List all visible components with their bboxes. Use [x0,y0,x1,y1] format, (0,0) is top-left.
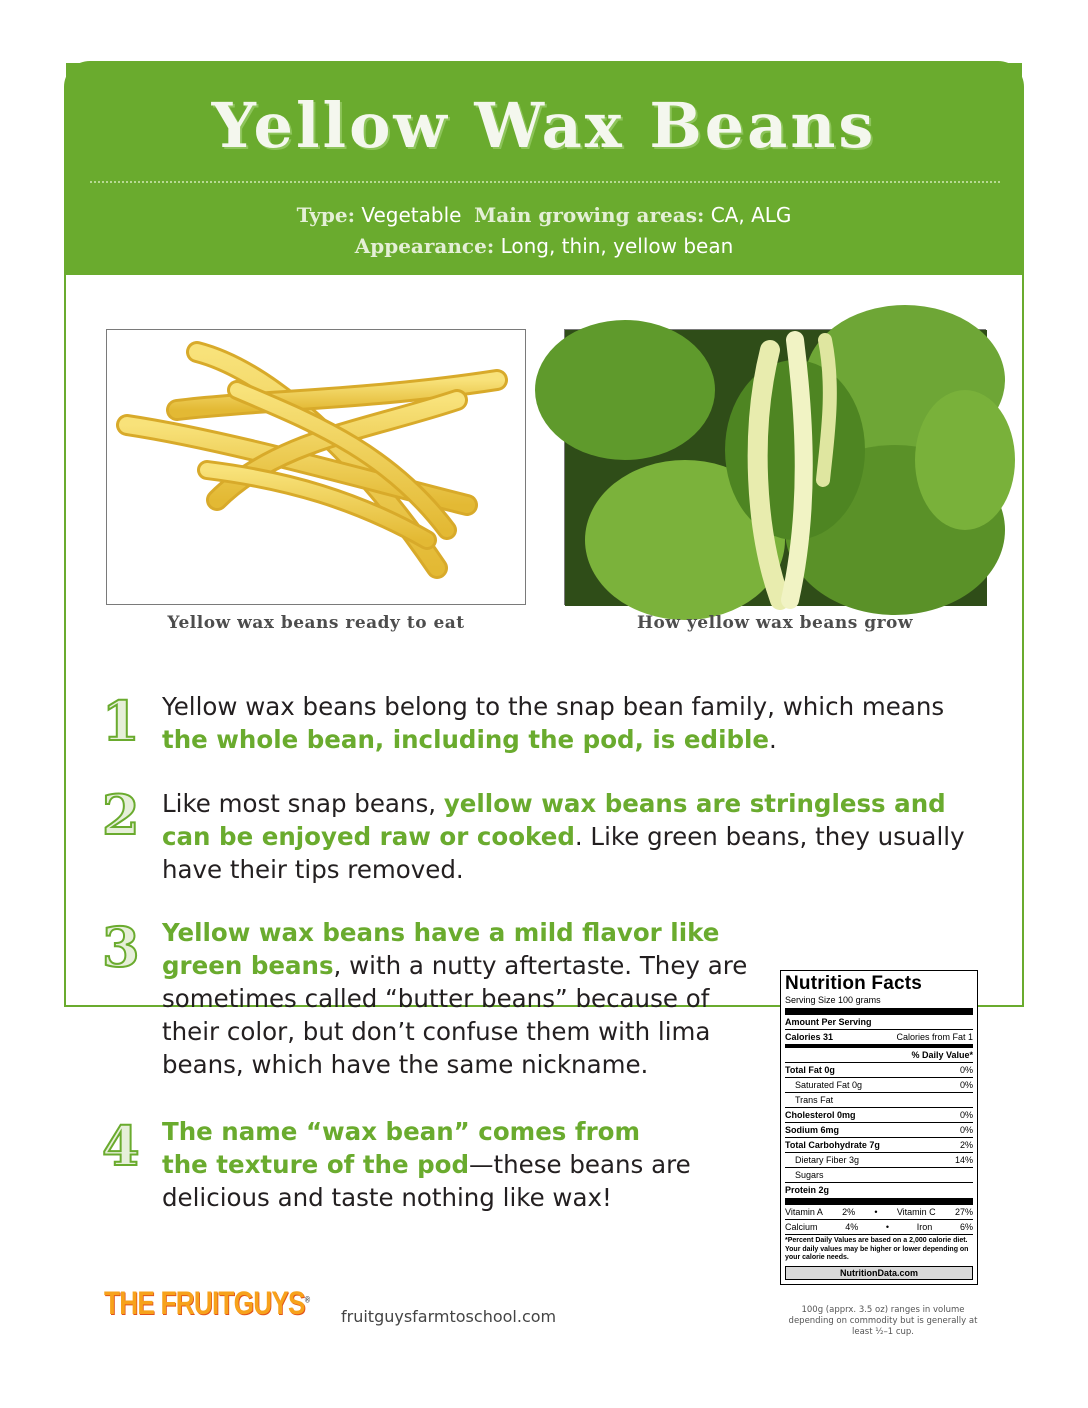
registered-mark: ® [304,1294,310,1305]
nutrient-row-total-fat [785,1062,973,1077]
nutrient-dv: 0% [959,1065,973,1075]
nutrient-label: Total Fat 0g [785,1065,835,1075]
fact-4 [162,1115,692,1214]
nutrient-dv: 0% [959,1080,973,1090]
nutrition-footnote: *Percent Daily Values are based on a 2,000 calorie diet. Your daily values may be higher or lower depending on your calorie needs. [785,1234,973,1263]
nutrient-label: Dietary Fiber 3g [795,1155,860,1165]
fact-4-highlight: The name “wax bean” comes from the texture of the pod [162,1117,641,1179]
serving-label: Serving Size [785,995,836,1005]
calories-from-fat: Calories from Fat 1 [896,1032,973,1042]
nutrient-row-dietary-fiber [785,1152,973,1167]
nutrient-dv: 2% [959,1140,973,1150]
nutrient-row-sodium [785,1122,973,1137]
serving-note: 100g (apprx. 3.5 oz) ranges in volume depending on commodity but is generally at least ½–1 cup. [788,1305,978,1337]
fact-1-highlight: the whole bean, including the pod, is edible [162,725,770,754]
vitamin-a: Vitamin A [785,1207,823,1217]
fact-2-lead: Like most snap beans, [162,789,444,818]
fact-2 [162,787,992,886]
nutrition-thick-bar-2 [785,1198,973,1205]
caption-how-they-grow: How yellow wax beans grow [636,613,914,633]
iron: Iron [916,1222,933,1232]
logo-text: THE FRUITGUYS [104,1285,305,1321]
fact-number-2: 2 [102,783,140,847]
calories-row [785,1029,973,1044]
fact-number-3: 3 [102,915,140,979]
nutrient-label: Cholesterol 0mg [785,1110,856,1120]
nutrient-row-trans-fat [785,1092,973,1107]
fact-1-tail: . [769,725,777,754]
nutrient-label: Protein 2g [785,1185,830,1195]
nutrient-label: Saturated Fat 0g [795,1080,863,1090]
nutrient-label: Total Carbohydrate 7g [785,1140,880,1150]
fact-3-highlight: Yellow wax beans have a mild flavor like green beans [162,918,720,980]
caption-ready-to-eat: Yellow wax beans ready to eat [167,613,465,633]
appearance-line: Appearance: Long, thin, yellow bean [354,234,734,258]
website-url: fruitguysfarmtoschool.com [341,1307,557,1326]
vitamin-c: Vitamin C [896,1207,936,1217]
nutrient-row-cholesterol [785,1107,973,1122]
iron-dv: 6% [959,1222,973,1232]
nutrient-row-total-carbohydrate [785,1137,973,1152]
fact-number-4: 4 [102,1114,140,1178]
appearance-label: Appearance [354,234,487,258]
fact-2-tail: . Like green beans, they usually have their tips removed. [162,822,965,884]
fact-2-highlight: yellow wax beans are stringless and can be enjoyed raw or cooked [162,789,946,851]
fact-1-lead: Yellow wax beans belong to the snap bean family, which means [162,692,945,721]
fact-4-tail: —these beans are delicious and taste nothing like wax! [162,1150,691,1212]
header-divider [90,181,1000,183]
calories: Calories 31 [785,1032,834,1042]
nutrient-label: Sodium 6mg [785,1125,840,1135]
vitamin-c-dv: 27% [954,1207,973,1217]
appearance-value: Long, thin, yellow bean [500,234,734,258]
nutrition-thick-bar [785,1008,973,1015]
nutrient-dv: 0% [959,1110,973,1120]
page-title: Yellow Wax Beans [211,89,877,162]
fact-3 [162,916,752,1081]
type-label: Type [296,203,348,227]
daily-value-header: % Daily Value* [911,1050,973,1060]
bean-plant-illustration [565,330,987,606]
fact-3-tail: , with a nutty aftertaste. They are sometimes called “butter beans” because of their color, but don’t confuse them with lima beans, which have the same nickname. [162,951,748,1079]
nutrient-dv: 14% [954,1155,973,1165]
fact-number-1: 1 [102,689,140,753]
nutrient-label: Sugars [795,1170,824,1180]
nutrition-facts-label [780,970,978,1285]
nutrient-label: Trans Fat [795,1095,834,1105]
areas-label: Main growing areas [474,203,697,227]
fruitguys-logo [104,1285,309,1322]
vitamins-row: Vitamin A 2% • Vitamin C 27% [785,1207,973,1217]
nutrient-dv: 0% [959,1125,973,1135]
photo-beans-ready-to-eat [106,329,526,605]
nutrient-row-protein [785,1182,973,1197]
calcium-dv: 4% [845,1222,859,1232]
type-value: Vegetable [361,203,462,227]
calcium: Calcium [785,1222,818,1232]
nutrition-title: Nutrition Facts [785,973,923,994]
header-banner [66,63,1022,275]
nutrient-row-saturated-fat [785,1077,973,1092]
type-and-areas-line: Type: Vegetable Main growing areas: CA, ALG [296,203,792,227]
serving-size-row [785,993,973,1007]
fact-1 [162,690,982,756]
minerals-row: Calcium 4% • Iron 6% [785,1219,973,1234]
nutrient-row-sugars [785,1167,973,1182]
yellow-beans-illustration [107,330,527,606]
vitamin-a-dv: 2% [842,1207,856,1217]
nutrition-source: NutritionData.com [785,1266,973,1280]
photo-beans-growing [564,329,986,605]
amount-per-serving: Amount Per Serving [785,1017,872,1027]
serving-value: 100 grams [838,995,881,1005]
areas-value: CA, ALG [710,203,792,227]
